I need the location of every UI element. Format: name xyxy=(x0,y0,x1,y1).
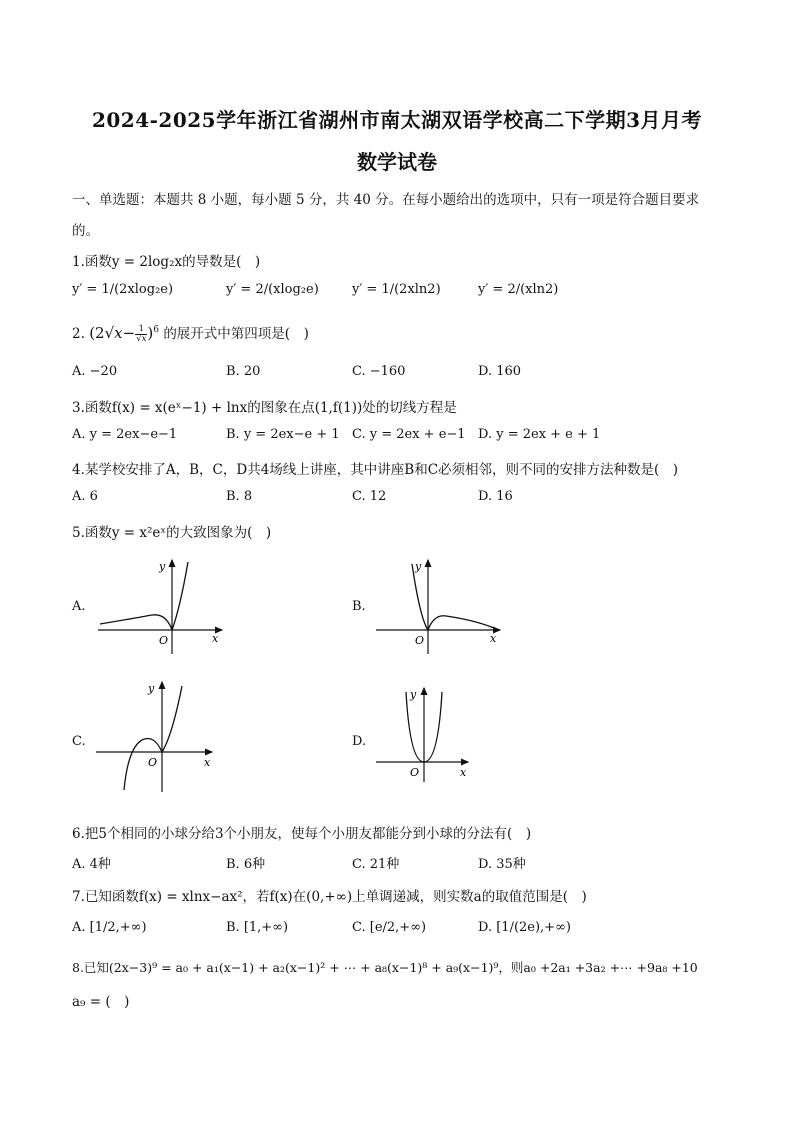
question-1-option-b: y′ = 2/(xlog₂e) xyxy=(226,282,319,297)
question-6-option-a: A. 4种 xyxy=(72,857,111,872)
question-6-option-b: B. 6种 xyxy=(226,857,266,872)
question-4-option-c: C. 12 xyxy=(352,489,387,504)
question-5-option-a-label: A. xyxy=(72,599,86,614)
question-4-option-a: A. 6 xyxy=(72,489,98,504)
question-2-expression: (2√x− $\frac{1}{√x}$ )$^6$ xyxy=(89,323,160,344)
question-3-option-c: C. y = 2ex + e−1 xyxy=(352,427,466,442)
axis-x-label: x xyxy=(460,766,467,779)
question-7-option-c: C. [e/2,+∞) xyxy=(352,920,427,935)
question-2-stem xyxy=(72,322,309,344)
axis-y-label: y xyxy=(410,688,417,701)
question-2-number: 2. xyxy=(72,326,85,342)
question-4-option-b: B. 8 xyxy=(226,489,253,504)
question-7-stem: 7.已知函数f(x) = xlnx−ax²，若f(x)在(0,+∞)上单调递减，则实数a的取值范围是( ) xyxy=(72,889,587,905)
exam-subtitle: 数学试卷 xyxy=(357,150,437,174)
axis-x-label: x xyxy=(490,632,497,645)
question-5-graph-a xyxy=(96,556,230,656)
question-1-option-a: y′ = 1/(2xlog₂e) xyxy=(72,282,174,297)
question-2-option-b: B. 20 xyxy=(226,364,261,379)
question-2-option-c: C. −160 xyxy=(352,364,406,379)
question-5-option-d-label: D. xyxy=(352,734,367,749)
axis-y-label: y xyxy=(415,560,422,573)
question-6-option-d: D. 35种 xyxy=(478,857,526,872)
question-5-stem: 5.函数y = x²eˣ的大致图象为( ) xyxy=(72,525,272,541)
question-6-stem: 6.把5个相同的小球分给3个小朋友，使每个小朋友都能分到小球的分法有( ) xyxy=(72,826,532,842)
question-3-option-d: D. y = 2ex + e + 1 xyxy=(478,427,601,442)
origin-label: O xyxy=(159,634,169,647)
question-8-stem-cont: a₉ = ( ) xyxy=(72,994,130,1010)
question-5-graph-b xyxy=(374,556,508,656)
question-3-stem: 3.函数f(x) = x(eˣ−1) + lnx的图象在点(1,f(1))处的切线方程是 xyxy=(72,400,457,416)
question-4-stem: 4.某学校安排了A，B，C，D共4场线上讲座，其中讲座B和C必须相邻，则不同的安排方法种数是( ) xyxy=(72,462,679,478)
exam-title: 2024-2025学年浙江省湖州市南太湖双语学校高二下学期3月月考 xyxy=(91,108,703,132)
question-1-option-d: y′ = 2/(xln2) xyxy=(478,282,559,297)
origin-label: O xyxy=(148,756,158,769)
axis-y-label: y xyxy=(148,682,155,695)
question-4-option-d: D. 16 xyxy=(478,489,513,504)
question-6-option-c: C. 21种 xyxy=(352,857,400,872)
question-3-option-b: B. y = 2ex−e + 1 xyxy=(226,427,340,442)
origin-label: O xyxy=(410,766,420,779)
section-instruction-cont: 的。 xyxy=(72,223,99,239)
question-3-option-a: A. y = 2ex−e−1 xyxy=(72,427,178,442)
origin-label: O xyxy=(415,634,425,647)
question-1-stem: 1.函数y = 2log₂x的导数是( ) xyxy=(72,254,261,270)
axis-y-label: y xyxy=(159,560,166,573)
axis-x-label: x xyxy=(204,756,211,769)
question-5-graph-c xyxy=(94,678,220,794)
axis-x-label: x xyxy=(212,632,219,645)
question-7-option-d: D. [1/(2e),+∞) xyxy=(478,920,571,935)
question-1-option-c: y′ = 1/(2xln2) xyxy=(352,282,441,297)
question-5-graph-d xyxy=(374,684,474,784)
question-5-option-b-label: B. xyxy=(352,599,366,614)
section-instruction: 一、单选题：本题共 8 小题，每小题 5 分，共 40 分。在每小题给出的选项中，只有一项是符合题目要求 xyxy=(72,192,700,208)
question-7-option-a: A. [1/2,+∞) xyxy=(72,920,147,935)
question-7-option-b: B. [1,+∞) xyxy=(226,920,289,935)
question-2-option-d: D. 160 xyxy=(478,364,522,379)
question-5-option-c-label: C. xyxy=(72,734,86,749)
question-2-option-a: A. −20 xyxy=(72,364,118,379)
question-8-stem: 8.已知(2x−3)⁹ = a₀ + a₁(x−1) + a₂(x−1)² + ⋯ + a₈(x−1)⁸ + a₉(x−1)⁹，则a₀ +2a₁ +3a₂ +⋯ +9a₈ +10 xyxy=(72,960,698,975)
question-2-text: 的展开式中第四项是( ) xyxy=(163,326,309,342)
